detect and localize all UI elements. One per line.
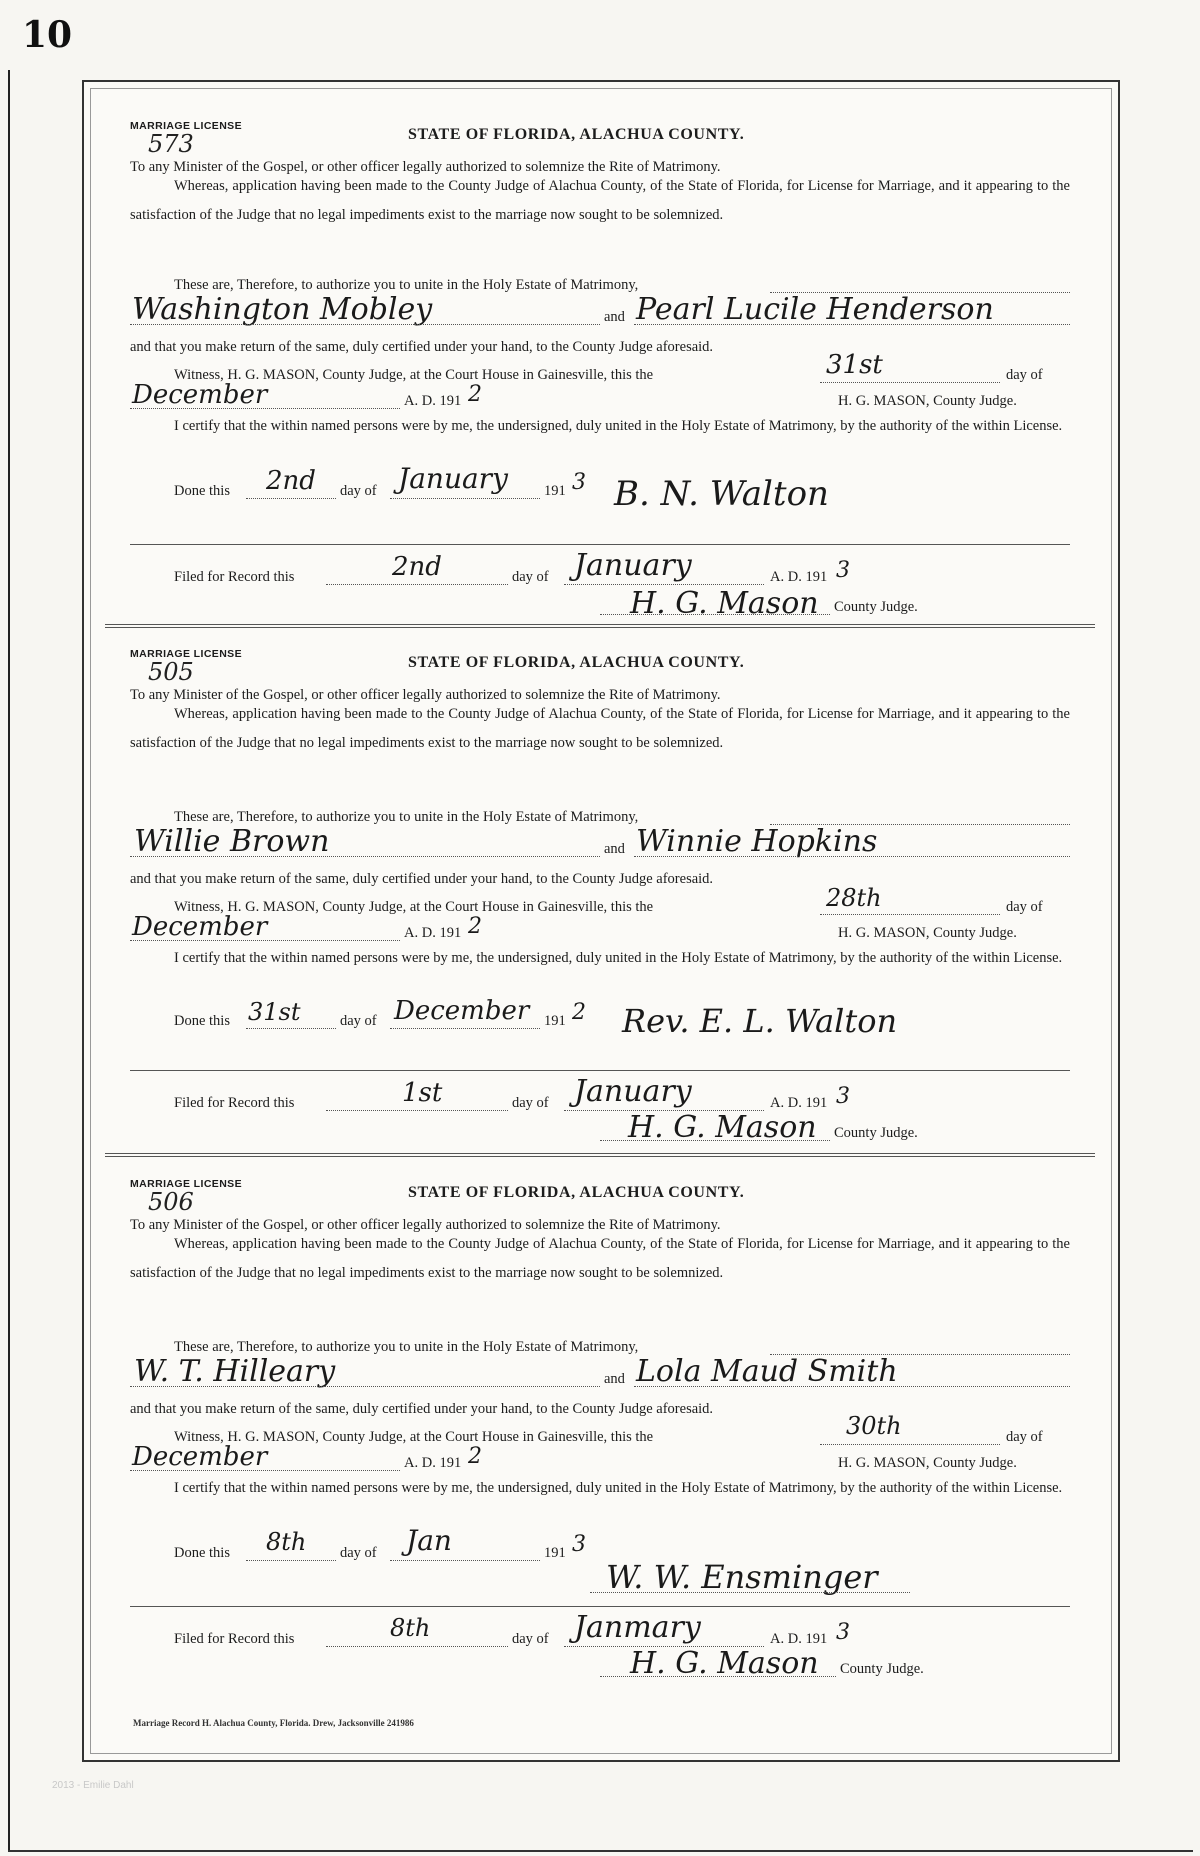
- dotted-leader: [130, 1470, 400, 1471]
- witness-day: 31st: [826, 350, 883, 380]
- license-number: 506: [148, 1188, 194, 1216]
- return-line: and that you make return of the same, duly certified under your hand, to the County Judge aforesaid.: [130, 871, 714, 887]
- dotted-leader: [130, 324, 600, 325]
- authorize-line: These are, Therefore, to authorize you to unite in the Holy Estate of Matrimony,: [174, 277, 639, 293]
- whereas-paragraph: Whereas, application having been made to the County Judge of Alachua County, of the State of Florida, for License for Marriage, and it appearing to the satisfaction of the Judge that no legal impediments exist to the marriage now sought to be solemnized.: [130, 706, 1070, 751]
- page-number: 10: [22, 14, 73, 56]
- section-divider: [105, 624, 1095, 628]
- license-entry-2: [130, 648, 1070, 1148]
- separator-rule: [130, 544, 1070, 545]
- done-month: December: [394, 996, 530, 1026]
- authorize-line: These are, Therefore, to authorize you to unite in the Holy Estate of Matrimony,: [174, 809, 639, 825]
- dotted-leader: [564, 584, 764, 585]
- certify-paragraph: I certify that the within named persons were by me, the undersigned, duly united in the Holy Estate of Matrimony, by the authority of the within License.: [174, 1480, 1063, 1496]
- bottom-margin-rule: [8, 1850, 1193, 1852]
- done-month: January: [398, 462, 508, 495]
- done-year-digit: 2: [572, 1000, 586, 1025]
- ad-label: A. D. 191: [404, 925, 462, 941]
- year-prefix: 191: [544, 1013, 566, 1029]
- ad-filed-label: A. D. 191: [770, 1095, 828, 1111]
- bride-name: Lola Maud Smith: [636, 1354, 898, 1389]
- dotted-leader: [600, 1676, 836, 1677]
- separator-rule: [130, 1606, 1070, 1607]
- ad-filed-label: A. D. 191: [770, 569, 828, 585]
- day-of-label: day of: [340, 1545, 377, 1561]
- day-of-label: day of: [512, 1095, 549, 1111]
- return-line: and that you make return of the same, duly certified under your hand, to the County Judge aforesaid.: [130, 1401, 714, 1417]
- license-label: MARRIAGE LICENSE: [130, 648, 242, 660]
- dotted-leader: [390, 1560, 540, 1561]
- separator-rule: [130, 1070, 1070, 1071]
- done-this-label: Done this: [174, 483, 230, 499]
- filed-day: 8th: [390, 1614, 431, 1642]
- filed-label: Filed for Record this: [174, 569, 295, 585]
- filed-year-digit: 3: [836, 558, 850, 583]
- dotted-leader: [130, 1386, 600, 1387]
- dotted-leader: [326, 1646, 508, 1647]
- done-this-label: Done this: [174, 1013, 230, 1029]
- dotted-leader: [590, 1592, 910, 1593]
- license-number: 573: [148, 130, 194, 158]
- officiant-signature: W. W. Ensminger: [606, 1558, 878, 1596]
- day-of-label: day of: [1006, 1429, 1043, 1445]
- witness-year-digit: 2: [468, 382, 482, 407]
- witness-line: Witness, H. G. MASON, County Judge, at the Court House in Gainesville, this the: [174, 367, 654, 383]
- address-line: To any Minister of the Gospel, or other officer legally authorized to solemnize the Rite of Matrimony.: [130, 687, 721, 703]
- year-prefix: 191: [544, 483, 566, 499]
- officiant-signature: Rev. E. L. Walton: [622, 1002, 898, 1040]
- section-divider: [105, 1153, 1095, 1157]
- license-label: MARRIAGE LICENSE: [130, 120, 242, 132]
- witness-line: Witness, H. G. MASON, County Judge, at the Court House in Gainesville, this the: [174, 899, 654, 915]
- dotted-leader: [390, 498, 540, 499]
- filed-month: January: [574, 1074, 692, 1109]
- license-heading: STATE OF FLORIDA, ALACHUA COUNTY.: [408, 654, 745, 671]
- license-heading: STATE OF FLORIDA, ALACHUA COUNTY.: [408, 126, 745, 143]
- and-label: and: [604, 1371, 625, 1387]
- certify-paragraph: I certify that the within named persons were by me, the undersigned, duly united in the Holy Estate of Matrimony, by the authority of the within License.: [174, 418, 1063, 434]
- dotted-leader: [820, 382, 1000, 383]
- day-of-label: day of: [340, 483, 377, 499]
- license-heading: STATE OF FLORIDA, ALACHUA COUNTY.: [408, 1184, 745, 1201]
- dotted-leader: [246, 498, 336, 499]
- year-prefix: 191: [544, 1545, 566, 1561]
- witness-year-digit: 2: [468, 1444, 482, 1469]
- officiant-signature: B. N. Walton: [614, 474, 829, 514]
- license-entry-1: [130, 120, 1070, 620]
- address-line: To any Minister of the Gospel, or other officer legally authorized to solemnize the Rite of Matrimony.: [130, 159, 721, 175]
- done-day: 31st: [248, 998, 301, 1026]
- and-label: and: [604, 841, 625, 857]
- ad-label: A. D. 191: [404, 1455, 462, 1471]
- dotted-leader: [820, 914, 1000, 915]
- watermark: 2013 - Emilie Dahl: [52, 1780, 134, 1791]
- dotted-leader: [820, 1444, 1000, 1445]
- dotted-leader: [600, 614, 830, 615]
- witness-month: December: [132, 380, 268, 410]
- filed-day: 2nd: [392, 552, 442, 582]
- day-of-label: day of: [512, 569, 549, 585]
- done-year-digit: 3: [572, 470, 586, 495]
- license-entry-3: [130, 1178, 1070, 1698]
- dotted-leader: [130, 856, 600, 857]
- license-label: MARRIAGE LICENSE: [130, 1178, 242, 1190]
- dotted-leader: [634, 1386, 1070, 1387]
- authorize-line: These are, Therefore, to authorize you to unite in the Holy Estate of Matrimony,: [174, 1339, 639, 1355]
- return-line: and that you make return of the same, duly certified under your hand, to the County Judge aforesaid.: [130, 339, 714, 355]
- county-judge-label: County Judge.: [840, 1661, 924, 1677]
- dotted-leader: [246, 1028, 336, 1029]
- done-day: 8th: [266, 1528, 307, 1556]
- groom-name: Washington Mobley: [132, 292, 433, 327]
- left-margin-rule: [8, 70, 10, 1850]
- day-of-label: day of: [1006, 899, 1043, 915]
- dotted-leader: [130, 408, 400, 409]
- witness-year-digit: 2: [468, 914, 482, 939]
- done-this-label: Done this: [174, 1545, 230, 1561]
- day-of-label: day of: [340, 1013, 377, 1029]
- witness-month: December: [132, 912, 268, 942]
- filed-label: Filed for Record this: [174, 1095, 295, 1111]
- and-label: and: [604, 309, 625, 325]
- whereas-paragraph: Whereas, application having been made to the County Judge of Alachua County, of the State of Florida, for License for Marriage, and it appearing to the satisfaction of the Judge that no legal impediments exist to the marriage now sought to be solemnized.: [130, 178, 1070, 223]
- dotted-leader: [326, 584, 508, 585]
- ad-label: A. D. 191: [404, 393, 462, 409]
- judge-signature-label: H. G. MASON, County Judge.: [838, 393, 1017, 409]
- dotted-leader: [600, 1140, 830, 1141]
- filed-year-digit: 3: [836, 1084, 850, 1109]
- day-of-label: day of: [512, 1631, 549, 1647]
- county-judge-label: County Judge.: [834, 599, 918, 615]
- dotted-leader: [246, 1560, 336, 1561]
- whereas-paragraph: Whereas, application having been made to the County Judge of Alachua County, of the State of Florida, for License for Marriage, and it appearing to the satisfaction of the Judge that no legal impediments exist to the marriage now sought to be solemnized.: [130, 1236, 1070, 1281]
- dotted-leader: [130, 940, 400, 941]
- judge-signature-label: H. G. MASON, County Judge.: [838, 1455, 1017, 1471]
- judge-signature: H. G. Mason: [630, 586, 819, 621]
- witness-day: 30th: [846, 1412, 902, 1440]
- county-judge-label: County Judge.: [834, 1125, 918, 1141]
- dotted-leader: [634, 324, 1070, 325]
- bride-name: Pearl Lucile Henderson: [636, 292, 994, 327]
- address-line: To any Minister of the Gospel, or other officer legally authorized to solemnize the Rite of Matrimony.: [130, 1217, 721, 1233]
- license-number: 505: [148, 658, 194, 686]
- dotted-leader: [390, 1028, 540, 1029]
- judge-signature: H. G. Mason: [630, 1646, 819, 1681]
- witness-line: Witness, H. G. MASON, County Judge, at the Court House in Gainesville, this the: [174, 1429, 654, 1445]
- filed-year-digit: 3: [836, 1620, 850, 1645]
- witness-day: 28th: [826, 884, 882, 912]
- day-of-label: day of: [1006, 367, 1043, 383]
- groom-name: Willie Brown: [134, 824, 330, 859]
- dotted-leader: [326, 1110, 508, 1111]
- dotted-leader: [634, 856, 1070, 857]
- certify-paragraph: I certify that the within named persons were by me, the undersigned, duly united in the Holy Estate of Matrimony, by the authority of the within License.: [174, 950, 1063, 966]
- groom-name: W. T. Hilleary: [134, 1354, 336, 1389]
- ad-filed-label: A. D. 191: [770, 1631, 828, 1647]
- filed-day: 1st: [402, 1078, 443, 1108]
- bride-name: Winnie Hopkins: [636, 824, 878, 859]
- done-day: 2nd: [266, 466, 316, 496]
- record-footer: Marriage Record H. Alachua County, Florida. Drew, Jacksonville 241986: [133, 1718, 414, 1728]
- filed-label: Filed for Record this: [174, 1631, 295, 1647]
- judge-signature: H. G. Mason: [628, 1110, 817, 1145]
- judge-signature-label: H. G. MASON, County Judge.: [838, 925, 1017, 941]
- filed-month: Janmary: [574, 1610, 701, 1645]
- filed-month: January: [574, 548, 692, 583]
- witness-month: December: [132, 1442, 268, 1472]
- done-month: Jan: [406, 1524, 452, 1557]
- done-year-digit: 3: [572, 1532, 586, 1557]
